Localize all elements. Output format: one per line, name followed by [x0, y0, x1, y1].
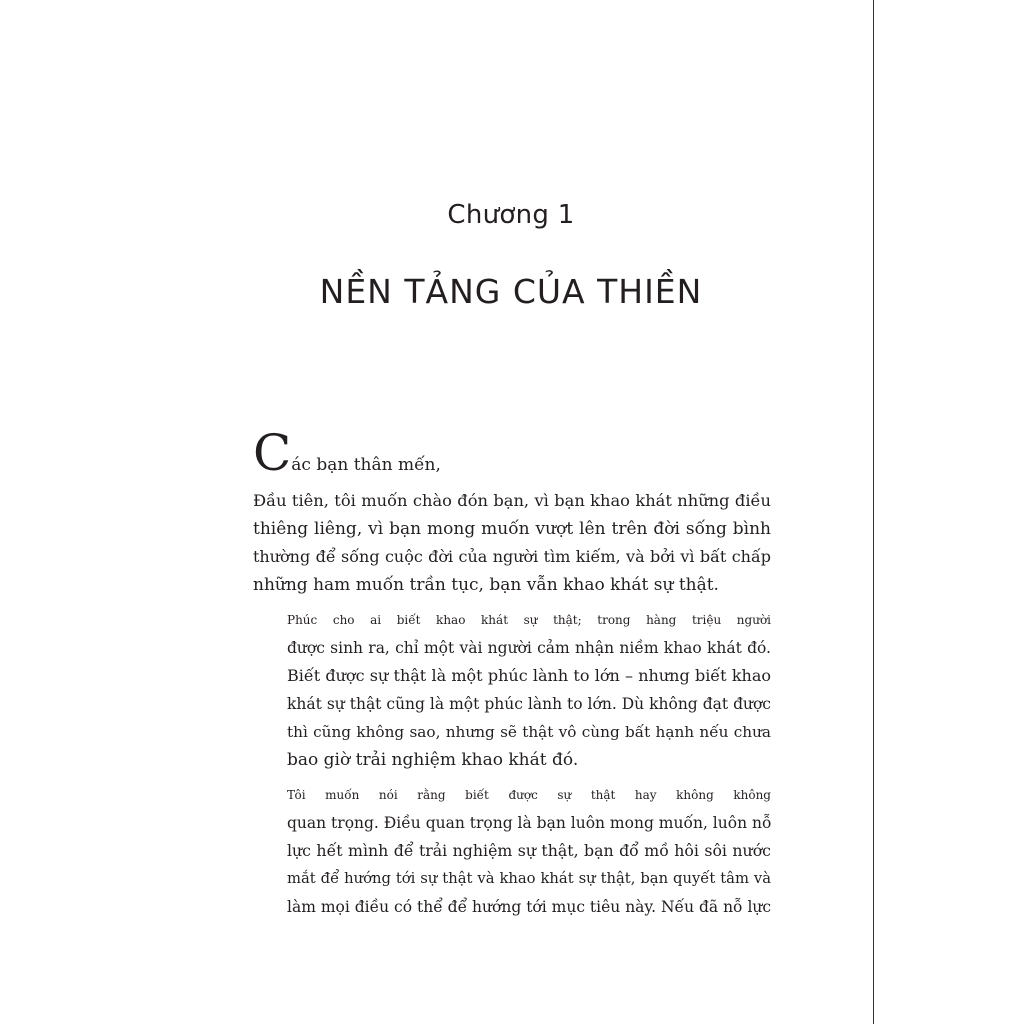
paragraph-line: thường để sống cuộc đời của người tìm kiếm, và bởi vì bất chấp: [253, 547, 771, 566]
drop-cap: C: [253, 424, 292, 482]
salutation-text: ác bạn thân mến,: [291, 455, 441, 475]
body-text: [253, 424, 772, 921]
paragraph-line: quan trọng. Điều quan trọng là bạn luôn mong muốn, luôn nỗ: [287, 814, 772, 832]
paragraph-1: [253, 487, 771, 599]
paragraph-line: thiêng liêng, vì bạn mong muốn vượt lên trên đời sống bình: [253, 519, 771, 539]
paragraph-line: khát sự thật cũng là một phúc lành to lớn. Dù không đạt được: [287, 695, 771, 713]
paragraph-line: Đầu tiên, tôi muốn chào đón bạn, vì bạn khao khát những điều: [253, 491, 771, 510]
paragraph-line: thì cũng không sao, nhưng sẽ thật vô cùng bất hạnh nếu chưa: [287, 723, 771, 741]
paragraph-line: bao giờ trải nghiệm khao khát đó.: [287, 750, 579, 770]
paragraph-line: Phúc cho ai biết khao khát sự thật; trong hàng triệu người: [287, 613, 771, 627]
paragraph-line: Tôi muốn nói rằng biết được sự thật hay không không: [287, 788, 771, 802]
paragraph-3: [253, 781, 771, 921]
salutation: [253, 424, 771, 482]
paragraph-line: Biết được sự thật là một phúc lành to lớn – nhưng biết khao: [287, 666, 771, 685]
chapter-label: Chương 1: [447, 200, 575, 230]
paragraph-line: làm mọi điều có thể để hướng tới mục tiêu này. Nếu đã nỗ lực: [287, 898, 772, 916]
paragraph-line: mắt để hướng tới sự thật và khao khát sự thật, bạn quyết tâm và: [287, 870, 771, 887]
paragraph-line: lực hết mình để trải nghiệm sự thật, bạn đổ mồ hôi sôi nước: [287, 841, 771, 860]
page-edge-line: [873, 0, 874, 1024]
chapter-title: NỀN TẢNG CỦA THIỀN: [319, 272, 703, 311]
paragraph-2: [253, 606, 771, 774]
paragraph-line: những ham muốn trần tục, bạn vẫn khao khát sự thật.: [253, 575, 719, 595]
paragraph-line: được sinh ra, chỉ một vài người cảm nhận niềm khao khát đó.: [287, 639, 771, 657]
